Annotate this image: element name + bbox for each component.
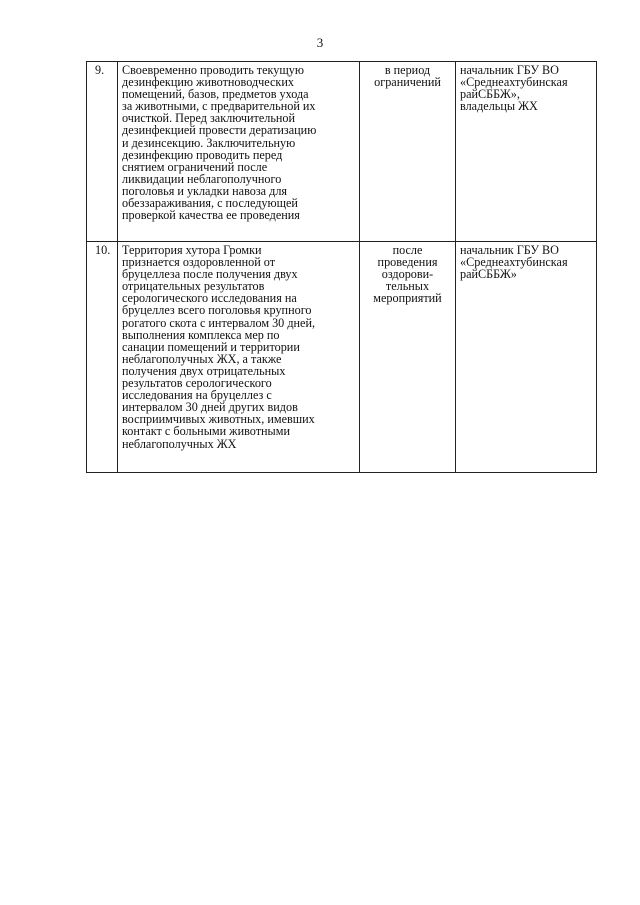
text-line: санации помещений и территории (122, 339, 300, 354)
text-line: помещений, базов, предметов ухода (122, 87, 309, 102)
text-line: после (392, 243, 423, 257)
text-line: очисткой. Перед заключительной (122, 111, 296, 126)
text-line: «Среднеахтубинская (460, 75, 568, 90)
text-line: бруцеллеза после получения двух (122, 267, 298, 282)
text-line: отрицательных результатов (122, 279, 265, 294)
text-line: исследования на бруцеллез с (122, 388, 272, 403)
text-line: бруцеллез всего поголовья крупного (122, 303, 312, 318)
table-row (87, 62, 597, 242)
row-number: 9. (87, 62, 118, 242)
measure-responsible (456, 242, 597, 473)
text-line: ликвидации неблагополучного (122, 171, 282, 186)
text-line: райСББЖ» (460, 267, 517, 282)
text-line: признается оздоровленной от (122, 255, 276, 270)
text-line: серологического исследования на (122, 291, 297, 306)
text-line: ограничений (374, 75, 441, 90)
text-line: контакт с больными животными (122, 424, 290, 439)
text-line: обеззараживания, с последующей (122, 196, 298, 211)
text-line: тельных (385, 279, 430, 294)
text-line: за животными, с предварительной их (122, 99, 316, 114)
text-line: неблагополучных ЖХ (122, 436, 237, 451)
measures-table (86, 61, 597, 473)
text-line: проверкой качества ее проведения (122, 208, 300, 223)
text-line: интервалом 30 дней других видов (122, 400, 298, 415)
text-line: поголовья и укладки навоза для (122, 183, 288, 198)
measure-description (118, 242, 360, 473)
text-line: начальник ГБУ ВО (460, 243, 559, 257)
measure-description (118, 62, 360, 242)
text-line: начальник ГБУ ВО (460, 63, 559, 77)
row-number: 10. (87, 242, 118, 473)
text-line: рогатого скота с интервалом 30 дней, (122, 315, 316, 330)
measure-term (360, 62, 456, 242)
text-line: проведения (377, 255, 438, 270)
text-line: результатов серологического (122, 376, 272, 391)
text-line: выполнения комплекса мер по (122, 327, 280, 342)
text-line: дезинфекцию животноводческих (122, 75, 294, 90)
text-line: неблагополучных ЖХ, а также (122, 351, 282, 366)
text-line: Своевременно проводить текущую (122, 63, 304, 77)
text-line: восприимчивых животных, имевших (122, 412, 315, 427)
page-number: 3 (316, 35, 324, 50)
table-row (87, 242, 597, 473)
text-line: дезинфекцию проводить перед (122, 147, 283, 162)
text-line: владельцы ЖХ (460, 99, 538, 114)
text-line: Территория хутора Громки (122, 243, 262, 257)
text-line: «Среднеахтубинская (460, 255, 568, 270)
text-line: снятием ограничений после (122, 159, 268, 174)
text-line: мероприятий (373, 291, 442, 306)
text-line: оздорови- (381, 267, 434, 282)
text-line: дезинфекцией провести дератизацию (122, 123, 317, 138)
text-line: получения двух отрицательных (122, 363, 286, 378)
text-line: и дезинсекцию. Заключительную (122, 135, 296, 150)
measure-responsible (456, 62, 597, 242)
text-line: райСББЖ», (460, 87, 520, 102)
text-line: в период (384, 63, 431, 77)
measure-term (360, 242, 456, 473)
